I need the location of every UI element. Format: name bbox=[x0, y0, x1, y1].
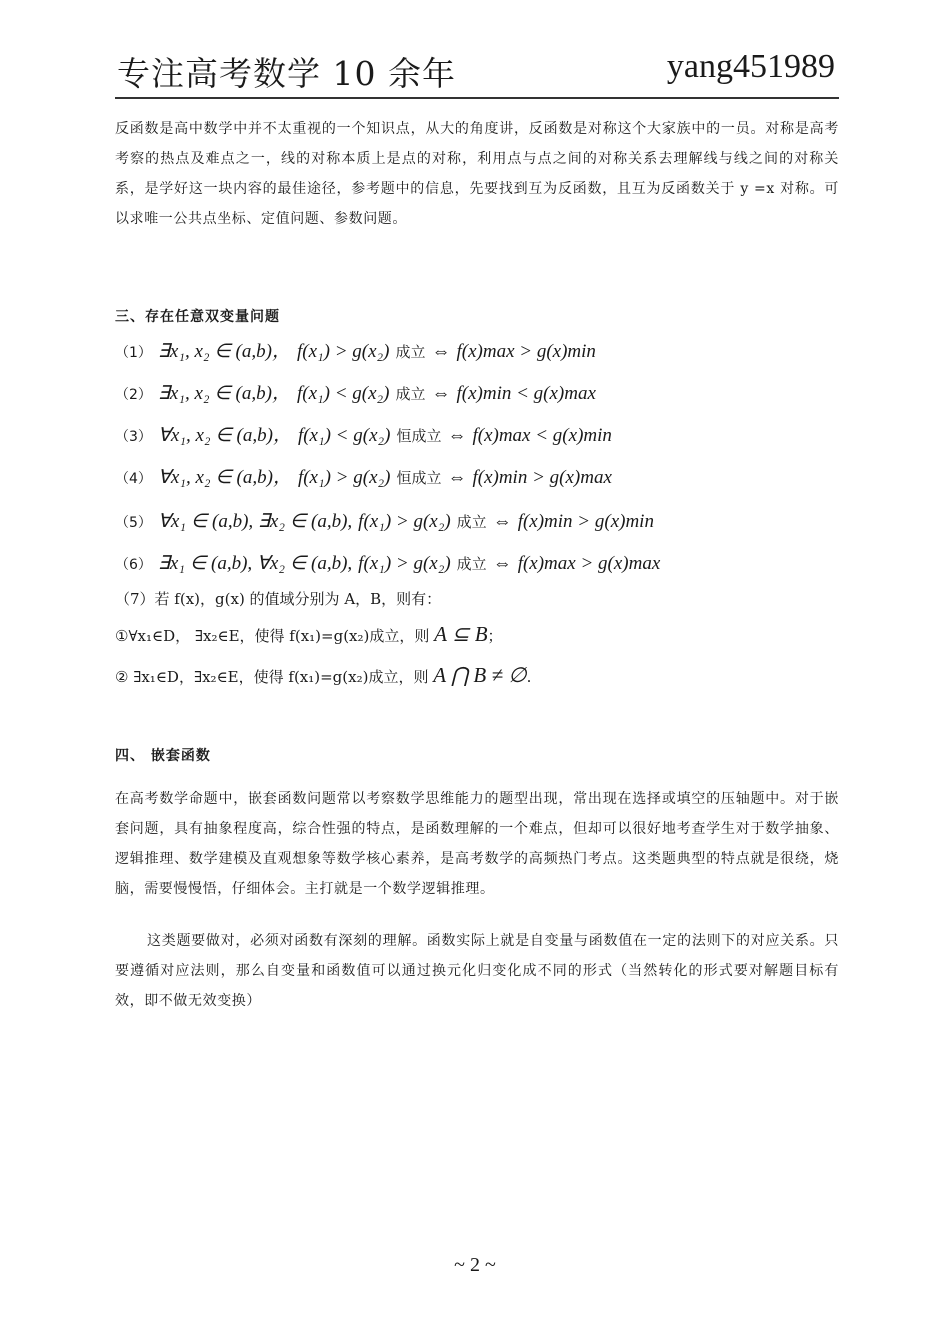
item-index: （4） bbox=[115, 471, 152, 487]
item-statement: f(x₁) > g(x₂) bbox=[358, 553, 451, 574]
header-divider bbox=[115, 97, 839, 99]
item-suffix: 恒成立 bbox=[396, 427, 442, 445]
item-condition: ∃x₁, x₂ ∈ (a,b)， bbox=[157, 341, 291, 362]
item-condition: ∃x₁ ∈ (a,b), ∀x₂ ∈ (a,b), bbox=[157, 553, 353, 574]
item-statement: f(x₁) > g(x₂) bbox=[358, 511, 451, 532]
item-result: f(x)min > g(x)max bbox=[472, 467, 612, 488]
item-index: （6） bbox=[115, 557, 152, 573]
item-equiv: ⇔ bbox=[492, 511, 512, 532]
section-4-paragraph-1: 在高考数学命题中，嵌套函数问题常以考察数学思维能力的题型出现，常出现在选择或填空的压轴题中。对于嵌套问题，具有抽象程度高，综合性强的特点，是函数理解的一个难点，但却可以很好地考查学生对于数学抽象、逻辑推理、数学建模及直观想象等数学核心素养，是高考数学的高频热门考点。这类题典型的特点就是很绕，烧脑，需要慢慢悟，仔细体会。主打就是一个数学逻辑推理。 bbox=[115, 791, 839, 897]
item-result: f(x)min > g(x)min bbox=[517, 511, 654, 532]
condition-item bbox=[115, 464, 618, 492]
item-index: （3） bbox=[115, 429, 152, 445]
item-statement: f(x₁) > g(x₂) bbox=[296, 341, 390, 362]
condition-item bbox=[115, 380, 602, 408]
section-4-title: 四、 嵌套函数 bbox=[115, 748, 211, 764]
item-statement: f(x₁) < g(x₂) bbox=[296, 383, 390, 404]
item-7-sub2-text: ② ∃x₁∈D，∃x₂∈E，使得 f(x₁)=g(x₂)成立，则 bbox=[115, 668, 429, 686]
item-result: f(x)min < g(x)max bbox=[456, 383, 596, 404]
item-index: （2） bbox=[115, 387, 152, 403]
condition-item bbox=[115, 550, 666, 578]
section-4-paragraph-2: 这类题要做对，必须对函数有深刻的理解。函数实际上就是自变量与函数值在一定的法则下的对应关系。只要遵循对应法则，那么自变量和函数值可以通过换元化归变化成不同的形式（当然转化的形式要对解题目标有效，即不做无效变换） bbox=[115, 933, 839, 1009]
item-equiv: ⇔ bbox=[447, 425, 467, 446]
page-number: ~ 2 ~ bbox=[454, 1254, 496, 1276]
item-suffix: 成立 bbox=[395, 385, 426, 403]
item-7-sub1-text: ①∀x₁∈D， ∃x₂∈E，使得 f(x₁)=g(x₂)成立，则 bbox=[115, 627, 430, 645]
item-equiv: ⇔ bbox=[492, 553, 512, 574]
item-statement: f(x₁) > g(x₂) bbox=[297, 467, 391, 488]
item-equiv: ⇔ bbox=[431, 383, 451, 404]
item-index: （1） bbox=[115, 345, 152, 361]
item-7-sub1 bbox=[115, 620, 503, 648]
item-statement: f(x₁) < g(x₂) bbox=[297, 425, 391, 446]
page-header bbox=[115, 40, 837, 98]
item-index: （5） bbox=[115, 515, 152, 531]
item-result: f(x)max > g(x)max bbox=[517, 553, 661, 574]
item-7-sub2-end: . bbox=[526, 668, 532, 686]
item-result: f(x)max < g(x)min bbox=[472, 425, 612, 446]
item-condition: ∀x₁ ∈ (a,b), ∃x₂ ∈ (a,b), bbox=[157, 511, 353, 532]
item-7-sub1-result: A ⊆ B bbox=[434, 622, 488, 646]
item-equiv: ⇔ bbox=[447, 467, 467, 488]
item-suffix: 成立 bbox=[456, 513, 487, 531]
condition-item bbox=[115, 508, 660, 536]
item-7-sub1-end: ； bbox=[487, 627, 503, 645]
item-7-sub2-result: A ⋂ B ≠ ∅ bbox=[433, 663, 527, 687]
item-equiv: ⇔ bbox=[431, 341, 451, 362]
item-suffix: 成立 bbox=[395, 343, 426, 361]
item-7-sub2 bbox=[115, 661, 531, 689]
item-condition: ∀x₁, x₂ ∈ (a,b)， bbox=[157, 467, 292, 488]
header-title: 专注高考数学 10 余年 bbox=[117, 54, 456, 93]
header-author: yang451989 bbox=[666, 48, 835, 85]
condition-item bbox=[115, 338, 602, 366]
section-3-title: 三、存在任意双变量问题 bbox=[115, 309, 280, 325]
item-suffix: 成立 bbox=[456, 555, 487, 573]
item-suffix: 恒成立 bbox=[396, 469, 442, 487]
item-condition: ∀x₁, x₂ ∈ (a,b)， bbox=[157, 425, 292, 446]
intro-paragraph: 反函数是高中数学中并不太重视的一个知识点，从大的角度讲，反函数是对称这个大家族中的一员。对称是高考考察的热点及难点之一，线的对称本质上是点的对称，利用点与点之间的对称关系去理解线与线之间的对称关系，是学好这一块内容的最佳途径，参考题中的信息，先要找到互为反函数，且互为反函数关于 y =x 对称。可以求唯一公共点坐标、定值问题、参数问题。 bbox=[115, 121, 839, 227]
item-7-lead: （7）若 f(x)，g(x) 的值域分别为 A，B，则有： bbox=[115, 590, 442, 608]
condition-item bbox=[115, 422, 618, 450]
item-condition: ∃x₁, x₂ ∈ (a,b)， bbox=[157, 383, 291, 404]
item-result: f(x)max > g(x)min bbox=[456, 341, 596, 362]
